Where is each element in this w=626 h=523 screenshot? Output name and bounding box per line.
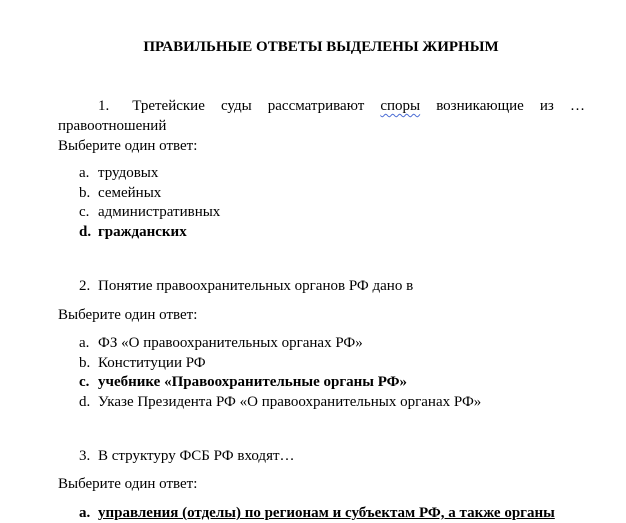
question-1-word-2: суды bbox=[220, 98, 252, 114]
option-text: Указе Президента РФ «О правоохранительных органах РФ» bbox=[98, 394, 482, 410]
question-2-text: Понятие правоохранительных органов РФ дано в bbox=[98, 278, 414, 294]
question-3-number: 3. bbox=[79, 448, 91, 464]
question-3-line bbox=[0, 447, 626, 466]
question-1-word-5: возникающие bbox=[436, 98, 524, 114]
option-letter: b. bbox=[79, 185, 91, 201]
option-letter: b. bbox=[79, 355, 91, 371]
question-1-continuation: правоотношений bbox=[58, 118, 167, 134]
option-letter: a. bbox=[79, 165, 90, 181]
option-letter: d. bbox=[79, 224, 92, 240]
question-1-word-4: споры bbox=[380, 98, 421, 114]
question-1-option-b bbox=[0, 184, 626, 203]
option-text: Конституции РФ bbox=[98, 355, 206, 371]
document-title: ПРАВИЛЬНЫЕ ОТВЕТЫ ВЫДЕЛЕНЫ ЖИРНЫМ bbox=[143, 39, 499, 55]
question-1-line bbox=[58, 97, 585, 116]
option-text: учебнике «Правоохранительные органы РФ» bbox=[98, 374, 408, 390]
option-text: ФЗ «О правоохранительных органах РФ» bbox=[98, 335, 363, 351]
option-letter: d. bbox=[79, 394, 91, 410]
question-1-word-1: Третейские bbox=[132, 98, 205, 114]
option-letter: c. bbox=[79, 374, 90, 390]
question-1-prompt: Выберите один ответ: bbox=[58, 138, 198, 154]
option-letter: c. bbox=[79, 204, 90, 220]
question-1-lead bbox=[58, 97, 205, 116]
question-2-number: 2. bbox=[79, 278, 91, 294]
question-1-word-7: … bbox=[569, 98, 585, 114]
question-2-option-d bbox=[0, 393, 626, 412]
question-1-option-c bbox=[0, 203, 626, 222]
question-1-option-d-correct bbox=[0, 223, 626, 242]
option-text: трудовых bbox=[98, 165, 159, 181]
question-1-word-6: из bbox=[539, 98, 554, 114]
option-letter: a. bbox=[79, 505, 91, 521]
question-2-line bbox=[0, 277, 626, 296]
option-text: гражданских bbox=[98, 224, 187, 240]
question-3-text: В структуру ФСБ РФ входят… bbox=[98, 448, 295, 464]
question-2-option-a bbox=[0, 334, 626, 353]
indent-space bbox=[58, 97, 98, 116]
question-1-number: 1. bbox=[98, 98, 110, 114]
question-1-word-3: рассматривают bbox=[267, 98, 365, 114]
question-2-option-b bbox=[0, 354, 626, 373]
question-2-option-c-correct bbox=[0, 373, 626, 392]
question-3-prompt: Выберите один ответ: bbox=[58, 476, 198, 492]
question-3-option-a-correct bbox=[0, 504, 626, 523]
question-2-prompt: Выберите один ответ: bbox=[58, 307, 198, 323]
question-1-option-a bbox=[0, 164, 626, 183]
option-letter: a. bbox=[79, 335, 90, 351]
option-text: семейных bbox=[98, 185, 162, 201]
option-text: административных bbox=[98, 204, 221, 220]
number-gap bbox=[109, 97, 132, 116]
option-text: управления (отделы) по регионам и субъектам РФ, а также органы bbox=[98, 505, 555, 521]
